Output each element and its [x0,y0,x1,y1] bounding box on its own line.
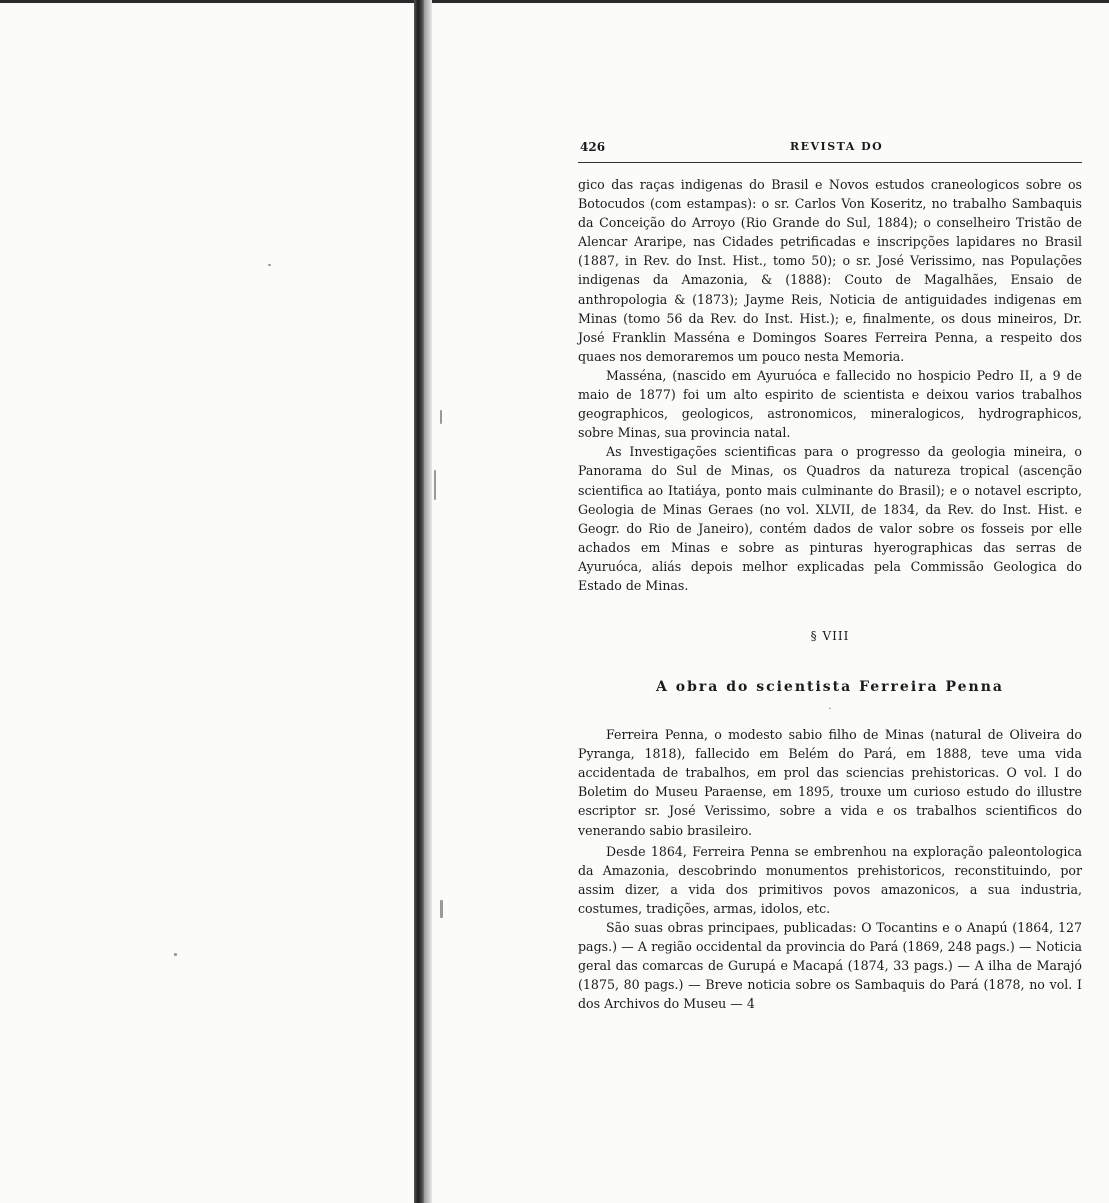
body-paragraph: São suas obras principaes, publicadas: O Tocantins e o Anapú (1864, 127 pags.) — A região occidental da provincia do Pará (1869, 248 pags.) — Noticia geral das comarcas de Gurupá e Macapá (1874, 33 pags.) — A ilha de Marajó (1875, 80 pags.) — Breve noticia sobre os Sambaquis do Pará (1878, no vol. I dos Archivos do Museu — 4 [578,920,1082,1012]
book-gutter [424,0,432,1203]
scan-speck [174,953,177,956]
body-paragraph: Ferreira Penna, o modesto sabio filho de Minas (natural de Oliveira do Pyranga, 1818), fallecido em Belém do Pará, em 1888, teve uma vida accidentada de trabalhos, em prol das sciencias prehistoricas. O vol. I do Boletim do Museu Paraense, em 1895, trouxe um curioso estudo do illustre escriptor sr. José Verissimo, sobre a vida e os trabalhos scientificos do venerando sabio brasileiro. [578,727,1082,838]
body-paragraph: Masséna, (nascido em Ayuruóca e fallecido no hospicio Pedro II, a 9 de maio de 1877) foi um alto espirito de scientista e deixou varios trabalhos geographicos, geologicos, astronomicos, mineralogicos, hydrographicos, sobre Minas, sua provincia natal. [578,367,1082,441]
section-number: § VIII [810,629,850,644]
book-spine-shadow [414,0,424,1203]
running-title: REVISTA DO [790,140,884,153]
scan-speck [268,264,271,266]
scan-speck [434,470,436,500]
book-page [578,140,1082,1013]
body-paragraph: Desde 1864, Ferreira Penna se embrenhou na exploração paleontologica da Amazonia, descobrindo monumentos prehistoricos, reconstituindo, por assim dizer, a vida dos primitivos povos amazonicos, a sua industria, costumes, tradições, armas, idolos, etc. [578,843,1082,916]
scan-speck [440,410,442,424]
scan-top-edge [0,0,1109,3]
body-paragraph: As Investigações scientificas para o progresso da geologia mineira, o Panorama do Sul de Minas, os Quadros da natureza tropical (ascenção scientifica ao Itatiáya, ponto mais culminante do Brasil); e o notavel escripto, Geologia de Minas Geraes (no vol. XLVII, de 1834, da Rev. do Inst. Hist. e Geogr. do Rio de Janeiro), contém dados de valor sobre os fosseis por elle achados em Minas e sobre as pinturas hyerographicas das serras de Ayuruóca, aliás depois melhor explicadas pela Commissão Geologica do Estado de Minas. [578,444,1082,593]
header-rule [578,162,1082,175]
separator-mark: · [828,704,832,716]
scan-speck [440,900,443,918]
section-title: A obra do scientista Ferreira Penna [656,679,1004,696]
running-header [578,140,1082,158]
page-number: 426 [580,140,606,154]
body-paragraph: gico das raças indigenas do Brasil e Novos estudos craneologicos sobre os Botocudos (com estampas): o sr. Carlos Von Koseritz, no trabalho Sambaquis da Conceição do Arroyo (Rio Grande do Sul, 1884); o conselheiro Tristão de Alencar Araripe, nas Cidades petrificadas e inscripções lapidares no Brasil (1887, in Rev. do Inst. Hist., tomo 50); o sr. José Verissimo, nas Populações indigenas da Amazonia, & (1888): Couto de Magalhães, Ensaio de anthropologia & (1873); Jayme Reis, Noticia de antiguidades indigenas em Minas (tomo 56 da Rev. do Inst. Hist.); e, finalmente, os dous mineiros, Dr. José Franklin Masséna e Domingos Soares Ferreira Penna, a respeito dos quaes nos demoraremos um pouco nesta Memoria. [578,177,1082,364]
